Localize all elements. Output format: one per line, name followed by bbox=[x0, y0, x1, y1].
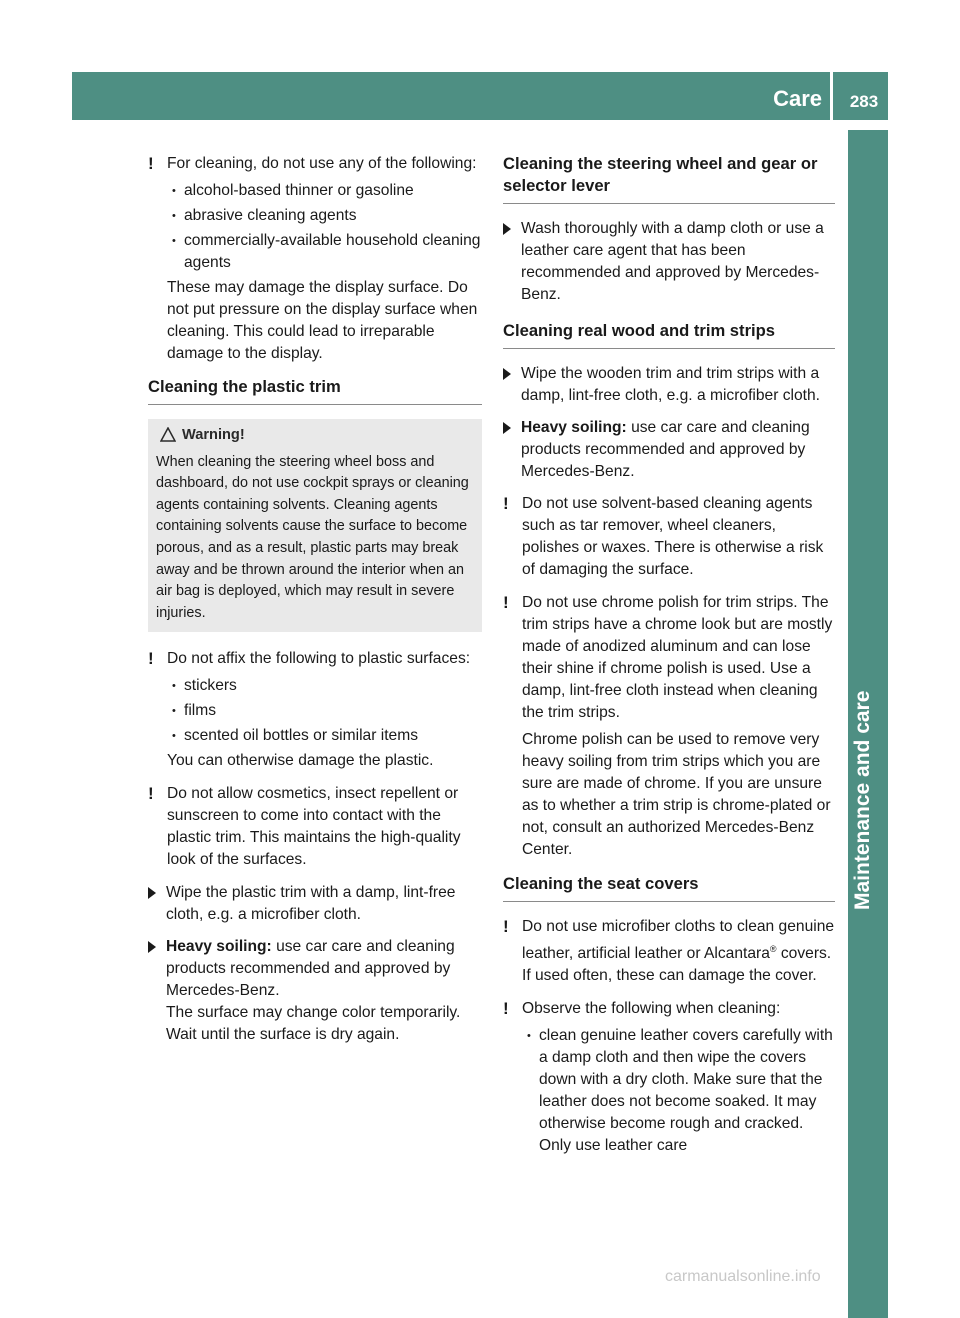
watermark: carmanualsonline.info bbox=[665, 1268, 821, 1285]
list-item: • clean genuine leather covers carefully with a damp cloth and then wipe the covers down with a dry cloth. Make sure that the leather does not become soaked. It may otherwise become rough and cracked. Only use leather care bbox=[522, 1025, 835, 1157]
bullet-list bbox=[167, 675, 482, 747]
exclamation-icon: ! bbox=[503, 999, 509, 1019]
arrow-icon bbox=[503, 223, 511, 235]
step-text bbox=[166, 936, 482, 1002]
warning-title-text: Warning! bbox=[182, 427, 245, 443]
instruction-step bbox=[503, 218, 835, 306]
note-text-b: covers. If used often, these can damage the cover. bbox=[522, 945, 832, 985]
instruction-step bbox=[148, 882, 482, 926]
note-text: Do not allow cosmetics, insect repellent or sunscreen to come into contact with the plastic trim. This maintains the high-quality look of the surfaces. bbox=[167, 785, 461, 869]
exclamation-icon: ! bbox=[503, 917, 509, 936]
header-bar bbox=[72, 72, 888, 120]
list-item: • commercially-available household cleaning agents bbox=[167, 230, 482, 274]
note-text: Do not affix the following to plastic surfaces: bbox=[167, 650, 471, 668]
warning-triangle-icon bbox=[160, 427, 176, 442]
step-text: Wipe the plastic trim with a damp, lint-free cloth, e.g. a microfiber cloth. bbox=[166, 884, 456, 924]
caution-note bbox=[148, 783, 482, 871]
arrow-icon bbox=[148, 887, 156, 899]
exclamation-icon: ! bbox=[148, 649, 154, 669]
section-heading: Cleaning the steering wheel and gear or selector lever bbox=[503, 153, 835, 204]
step-bold: Heavy soiling: bbox=[166, 938, 272, 956]
section-heading: Cleaning the plastic trim bbox=[148, 376, 482, 405]
note-text: For cleaning, do not use any of the following: bbox=[167, 155, 477, 172]
exclamation-icon: ! bbox=[148, 784, 154, 804]
left-column bbox=[148, 153, 482, 1056]
arrow-icon bbox=[503, 368, 511, 380]
list-item: • scented oil bottles or similar items bbox=[167, 725, 482, 747]
bullet-list bbox=[522, 1025, 835, 1157]
step-bold: Heavy soiling: bbox=[521, 419, 627, 436]
instruction-step bbox=[503, 417, 835, 483]
note-text: These may damage the display surface. Do not put pressure on the display surface when cleaning. This could lead to irreparable damage to the display. bbox=[167, 279, 478, 362]
caution-note bbox=[503, 592, 835, 861]
note-text: Do not use chrome polish for trim strips. The trim strips have a chrome look but are mostly made of anodized aluminum and can lose their shine if chrome polish is used. Use a damp, lint-free cloth instead when cleaning the trim strips. bbox=[522, 594, 833, 721]
warning-box bbox=[148, 419, 482, 632]
caution-note bbox=[148, 153, 482, 365]
list-item: • alcohol-based thinner or gasoline bbox=[167, 180, 482, 202]
section-heading: Cleaning real wood and trim strips bbox=[503, 320, 835, 349]
header-divider bbox=[830, 72, 833, 120]
warning-text: When cleaning the steering wheel boss and dashboard, do not use cockpit sprays or cleaning agents containing solvents. Cleaning agents containing solvents cause the surface to become porous, and as a result, plastic parts may break away and be thrown around the interior when an air bag is deployed, which may result in severe injuries. bbox=[156, 453, 469, 621]
list-item: • abrasive cleaning agents bbox=[167, 205, 482, 227]
exclamation-icon: ! bbox=[148, 154, 154, 173]
caution-note bbox=[503, 916, 835, 987]
section-heading: Cleaning the seat covers bbox=[503, 873, 835, 902]
step-body: use car care and cleaning products recommended and approved by Mercedes-Benz. bbox=[521, 419, 810, 480]
instruction-step bbox=[503, 363, 835, 407]
page-number: 283 bbox=[849, 92, 879, 111]
note-text: Chrome polish can be used to remove very heavy soiling from trim strips which you are sure are made of chrome. If you are unsure as to whether a trim strip is chrome-plated or not, consult an authorized Mercedes-Benz Center. bbox=[522, 731, 831, 858]
step-text: Wipe the wooden trim and trim strips with a damp, lint-free cloth, e.g. a microfiber cloth. bbox=[521, 365, 821, 404]
caution-note bbox=[148, 648, 482, 772]
section-title: Care bbox=[773, 86, 822, 111]
arrow-icon bbox=[148, 941, 156, 953]
chapter-tab-label: Maintenance and care bbox=[851, 690, 874, 910]
arrow-icon bbox=[503, 422, 511, 434]
registered-mark: ® bbox=[769, 944, 777, 954]
step-body: use car care and cleaning products recommended and approved by Mercedes-Benz. bbox=[166, 938, 455, 1000]
warning-title bbox=[156, 425, 474, 447]
exclamation-icon: ! bbox=[503, 494, 509, 513]
list-item: • stickers bbox=[167, 675, 482, 697]
note-text bbox=[522, 916, 835, 987]
step-text: Wash thoroughly with a damp cloth or use a leather care agent that has been recommended and approved by Mercedes-Benz. bbox=[521, 220, 824, 303]
step-extra: The surface may change color temporarily. Wait until the surface is dry again. bbox=[166, 1004, 461, 1044]
right-column bbox=[503, 153, 835, 1168]
bullet-list bbox=[167, 180, 482, 274]
caution-note bbox=[503, 493, 835, 581]
step-text bbox=[521, 417, 835, 483]
list-item: • films bbox=[167, 700, 482, 722]
exclamation-icon: ! bbox=[503, 593, 509, 612]
instruction-step bbox=[148, 936, 482, 1046]
caution-note bbox=[503, 998, 835, 1157]
note-text: You can otherwise damage the plastic. bbox=[167, 752, 434, 770]
note-text-a: Do not use microfiber cloths to clean genuine leather, artificial leather or Alcantara bbox=[522, 918, 835, 963]
note-text: Do not use solvent-based cleaning agents such as tar remover, wheel cleaners, polishes or waxes. There is otherwise a risk of damaging the surface. bbox=[522, 495, 824, 578]
note-text: Observe the following when cleaning: bbox=[522, 1000, 781, 1018]
